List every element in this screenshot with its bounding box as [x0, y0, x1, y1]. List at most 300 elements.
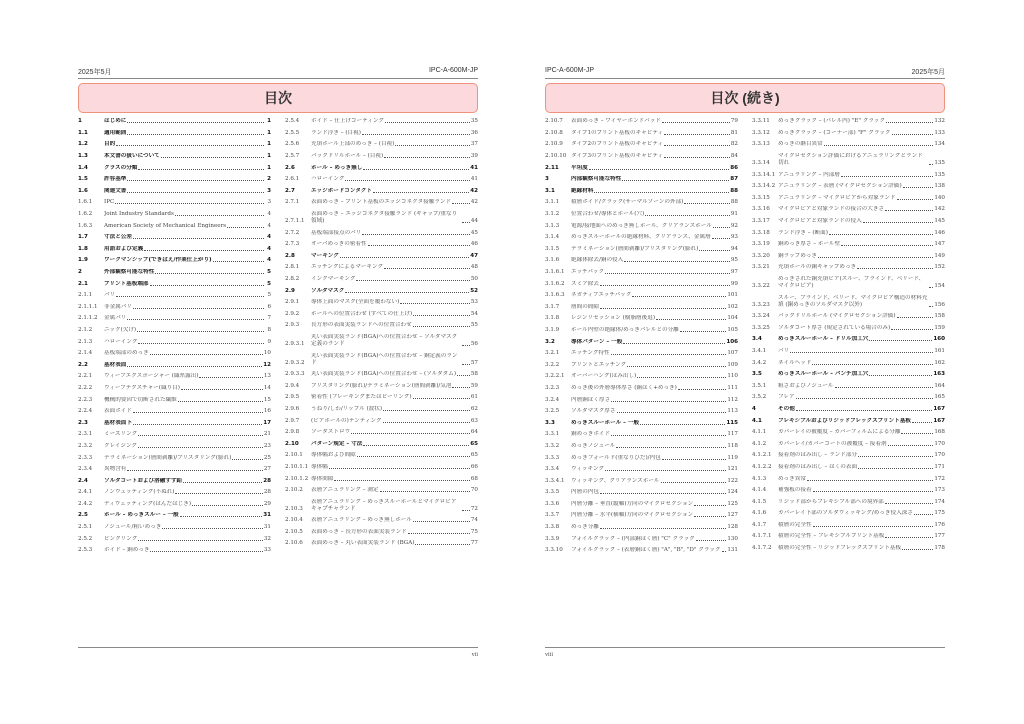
section-title-wrap [571, 420, 726, 427]
toc-entry[interactable] [78, 371, 271, 383]
section-title: 層間の間隙 [571, 303, 599, 310]
toc-entry[interactable] [752, 427, 945, 439]
section-title: エッチバック [571, 269, 605, 276]
toc-entry[interactable] [545, 162, 738, 174]
toc-entry[interactable] [78, 186, 271, 198]
section-title: アニュラリング – 表層 (マイクロセクション評価) [778, 183, 902, 190]
toc-entry[interactable] [285, 380, 478, 392]
toc-entry[interactable] [752, 262, 945, 274]
page-ref: 121 [727, 466, 738, 473]
section-title-wrap [311, 499, 471, 513]
toc-entry[interactable] [285, 427, 478, 439]
toc-entry[interactable] [285, 128, 478, 140]
toc-entry[interactable] [545, 522, 738, 534]
toc-entry[interactable] [78, 417, 271, 429]
toc-entry[interactable] [752, 323, 945, 335]
dot-leader [841, 176, 933, 177]
section-title: 表面ボイド [104, 408, 132, 415]
toc-entry[interactable] [752, 151, 945, 170]
section-title: 導体パターン – 一般 [571, 338, 623, 345]
page-ref: 107 [727, 350, 738, 357]
toc-entry[interactable] [545, 417, 738, 429]
toc-entry[interactable] [545, 139, 738, 151]
toc-entry[interactable] [545, 406, 738, 418]
dot-leader [363, 445, 469, 446]
section-title-wrap [311, 118, 471, 125]
toc-entry[interactable] [78, 151, 271, 163]
section-title: デラミネーション(層間剥離)/ブリスタリング(膨れ) [571, 245, 699, 252]
section-title-wrap [104, 501, 264, 508]
dot-leader [133, 308, 264, 309]
toc-entry[interactable] [752, 415, 945, 427]
toc-entry[interactable] [545, 302, 738, 314]
toc-entry[interactable] [752, 169, 945, 181]
toc-entry[interactable] [545, 359, 738, 371]
dot-leader [213, 261, 264, 262]
toc-entry[interactable] [752, 204, 945, 216]
toc-entry[interactable] [752, 346, 945, 358]
dot-leader [869, 375, 932, 376]
dot-leader [462, 364, 470, 365]
dot-leader [897, 317, 934, 318]
section-number: 3.4 [752, 336, 762, 343]
section-title: オーバーハング(はみ出し) [571, 373, 637, 380]
toc-entry[interactable] [752, 292, 945, 311]
toc-entry[interactable] [78, 336, 271, 348]
section-number: 3.3.19 [752, 241, 770, 248]
toc-entry[interactable] [285, 239, 478, 251]
section-title-wrap [778, 487, 934, 494]
toc-entry[interactable] [545, 313, 738, 325]
section-title: 内層分離 – 水平(横軸)方向のマイクロセクション [571, 512, 694, 519]
header-doc-id: IPC-A-600M-JP [428, 67, 478, 74]
toc-entry[interactable] [545, 151, 738, 163]
toc-entry[interactable] [545, 197, 738, 209]
toc-entry[interactable] [78, 116, 271, 128]
toc-entry[interactable] [78, 533, 271, 545]
toc-entry[interactable] [545, 487, 738, 499]
toc-entry[interactable] [545, 116, 738, 128]
toc-entry[interactable] [285, 496, 478, 515]
toc-entry[interactable] [545, 128, 738, 140]
toc-entry[interactable] [78, 302, 271, 314]
dot-leader [138, 435, 263, 436]
toc-entry[interactable] [285, 116, 478, 128]
section-title: カバーレイの被覆度 – カバーフィルムによる分離 [778, 429, 901, 436]
toc-entry[interactable] [285, 186, 478, 198]
page-ref: 117 [727, 431, 738, 438]
section-title-wrap [778, 476, 934, 483]
dot-leader [589, 169, 729, 170]
toc-entry[interactable] [752, 543, 945, 555]
section-number: 2.5.1 [78, 524, 93, 531]
page-ref: 41 [470, 164, 478, 171]
toc-entry[interactable] [545, 383, 738, 395]
toc-entry[interactable] [752, 274, 945, 293]
toc-entry[interactable] [545, 325, 738, 337]
toc-entry[interactable] [285, 139, 478, 151]
section-number: 2.1.4 [78, 350, 93, 357]
toc-entry[interactable] [78, 475, 271, 487]
toc-entry[interactable] [78, 162, 271, 174]
toc-entry[interactable] [78, 406, 271, 418]
section-title: タイプ2のプリント基板のキャビティ [571, 141, 664, 148]
section-number: 1.2 [78, 141, 88, 148]
toc-entry[interactable] [285, 162, 478, 174]
section-number: 3.1 [545, 187, 555, 194]
toc-entry[interactable] [752, 485, 945, 497]
section-number: 2.9.4 [285, 382, 300, 389]
section-title-wrap [104, 478, 263, 485]
page-ref: 1 [267, 118, 271, 125]
dot-leader [384, 268, 470, 269]
toc-entry[interactable] [78, 255, 271, 267]
section-title-wrap [311, 464, 471, 471]
section-number: 4.1.1 [752, 429, 767, 436]
page-ref: 132 [934, 118, 945, 125]
section-title: 充填ホール上部のめっき – (目視) [311, 141, 395, 148]
toc-entry[interactable] [752, 520, 945, 532]
section-number: 2.10.5 [285, 528, 303, 535]
section-number: 1.6.1 [78, 199, 93, 206]
section-title-wrap [311, 476, 471, 483]
page-ref: 128 [727, 524, 738, 531]
toc-entry[interactable] [545, 452, 738, 464]
page-ref: 81 [730, 129, 738, 136]
page-ref: 31 [263, 512, 271, 519]
section-number: 3.2.2.1 [545, 373, 565, 380]
toc-entry[interactable] [285, 297, 478, 309]
toc-entry[interactable] [545, 441, 738, 453]
dot-leader [363, 169, 469, 170]
page-ref: 82 [730, 141, 738, 148]
toc-entry[interactable] [78, 452, 271, 464]
section-title-wrap [104, 373, 264, 380]
toc-entry[interactable] [752, 181, 945, 193]
section-number: 3.3.11 [752, 118, 770, 125]
toc-entry[interactable] [285, 320, 478, 332]
toc-entry[interactable] [78, 232, 271, 244]
toc-entry[interactable] [545, 244, 738, 256]
toc-entry[interactable] [78, 128, 271, 140]
section-title-wrap [778, 230, 934, 237]
toc-entry[interactable] [752, 392, 945, 404]
section-title-wrap [571, 362, 727, 369]
page-ref: 175 [934, 510, 945, 517]
toc-entry[interactable] [285, 262, 478, 274]
toc-entry[interactable] [285, 350, 478, 369]
section-title-wrap [311, 288, 470, 295]
section-number: 1.1 [78, 129, 88, 136]
section-title-wrap [104, 118, 265, 125]
toc-entry[interactable] [285, 392, 478, 404]
toc-entry[interactable] [78, 209, 271, 221]
section-title-wrap [778, 429, 934, 436]
dot-leader [138, 343, 264, 344]
section-title: ボイド – 銅めっき [104, 547, 150, 554]
section-title-wrap [571, 443, 727, 450]
toc-entry[interactable] [285, 473, 478, 485]
toc-entry[interactable] [285, 438, 478, 450]
toc-entry[interactable] [752, 193, 945, 205]
toc-entry[interactable] [752, 251, 945, 263]
toc-entry[interactable] [752, 116, 945, 128]
dot-leader [627, 366, 726, 367]
page-ref: 102 [727, 303, 738, 310]
toc-entry[interactable] [78, 290, 271, 302]
toc-entry[interactable] [545, 475, 738, 487]
section-title: その他 [778, 405, 795, 412]
dot-leader [116, 296, 264, 297]
section-title-wrap [571, 118, 731, 125]
toc-entry[interactable] [752, 357, 945, 369]
toc-entry[interactable] [285, 151, 478, 163]
toc-entry[interactable] [752, 438, 945, 450]
dot-leader [345, 292, 469, 293]
page-ref: 171 [934, 463, 945, 470]
dot-leader [162, 528, 263, 529]
toc-entry[interactable] [545, 499, 738, 511]
toc-entry[interactable] [78, 394, 271, 406]
section-title-wrap [311, 253, 470, 260]
section-title-wrap [778, 183, 934, 190]
toc-entry[interactable] [78, 441, 271, 453]
section-title: (ビアホールの)テンティング [311, 417, 382, 424]
page-ref: 86 [730, 164, 738, 171]
dot-leader [457, 375, 470, 376]
section-title: プリントとエッチング [571, 361, 627, 368]
toc-entry[interactable] [752, 239, 945, 251]
toc-entry[interactable] [78, 383, 271, 395]
dot-leader [127, 180, 264, 181]
section-number: 3.3.4.1 [545, 477, 565, 484]
toc-entry[interactable] [285, 174, 478, 186]
toc-entry[interactable] [285, 369, 478, 381]
toc-entry[interactable] [752, 139, 945, 151]
toc-entry[interactable] [285, 527, 478, 539]
toc-entry[interactable] [78, 545, 271, 557]
page-ref: 127 [727, 512, 738, 519]
section-title-wrap [311, 299, 471, 306]
section-number: 1.9 [78, 257, 88, 264]
toc-entry[interactable] [545, 255, 738, 267]
page-ref: 4 [267, 245, 271, 252]
toc-entry[interactable] [285, 227, 478, 239]
toc-entry[interactable] [78, 359, 271, 371]
section-title: 本文書の扱いについて [104, 153, 160, 160]
toc-entry[interactable] [78, 197, 271, 209]
toc-entry[interactable] [285, 251, 478, 263]
toc-entry[interactable] [78, 487, 271, 499]
toc-entry[interactable] [545, 510, 738, 522]
page-ref: 4 [267, 257, 271, 264]
section-title: めっき分離 [571, 524, 599, 531]
page-ref: 119 [727, 454, 738, 461]
toc-entry[interactable] [545, 174, 738, 186]
toc-entry[interactable] [545, 186, 738, 198]
section-title-wrap [104, 420, 263, 427]
toc-entry[interactable] [78, 348, 271, 360]
section-title-wrap [311, 383, 471, 390]
toc-entry[interactable] [78, 499, 271, 511]
section-title-wrap [778, 418, 933, 425]
toc-entry[interactable] [545, 429, 738, 441]
section-number: 2.10.10 [545, 153, 567, 160]
toc-entry[interactable] [285, 274, 478, 286]
section-number: 3.1.6.3 [545, 292, 565, 299]
toc-entry[interactable] [78, 510, 271, 522]
section-title: 表面めっき – 丸い表面実装ランド (BGA) [311, 540, 415, 547]
section-title: めっきフォールド(重なりひだ)/内包 [571, 454, 661, 461]
toc-entry[interactable] [545, 394, 738, 406]
toc-entry[interactable] [285, 209, 478, 228]
dot-leader [413, 398, 470, 399]
toc-entry[interactable] [545, 209, 738, 221]
section-title: 内層の内包 [571, 489, 599, 496]
dot-leader [356, 280, 469, 281]
section-title-wrap [778, 464, 934, 471]
section-title: 丸い表面実装ランド(BGA)への位置合わせ – 銅定義のランド [311, 352, 458, 366]
toc-entry[interactable] [545, 348, 738, 360]
toc-entry[interactable] [285, 450, 478, 462]
section-number: 4 [752, 405, 756, 412]
toc-entry[interactable] [285, 309, 478, 321]
toc-entry[interactable] [285, 485, 478, 497]
toc-entry[interactable] [752, 531, 945, 543]
toc-entry[interactable] [752, 462, 945, 474]
section-title-wrap [778, 153, 934, 167]
dot-leader [395, 145, 470, 146]
dot-leader [699, 250, 729, 251]
section-number: 2.9.7 [285, 417, 300, 424]
dot-leader [662, 459, 727, 460]
page-ref: 156 [934, 301, 945, 308]
toc-entry[interactable] [752, 473, 945, 485]
toc-entry[interactable] [545, 267, 738, 279]
section-title: めっきスルーホール – パンチ加工穴 [778, 371, 869, 378]
section-title-wrap [778, 241, 934, 248]
toc-entry[interactable] [78, 139, 271, 151]
section-number: 3.3.10 [545, 547, 563, 554]
dot-leader [183, 482, 262, 483]
section-title: 関連文書 [104, 187, 127, 194]
toc-entry[interactable] [78, 325, 271, 337]
section-number: 2.10.4 [285, 517, 303, 524]
toc-entry[interactable] [545, 464, 738, 476]
toc-entry[interactable] [545, 371, 738, 383]
toc-entry[interactable] [752, 334, 945, 346]
section-title-wrap [778, 383, 934, 390]
section-number: 2.5 [78, 512, 88, 519]
section-title-wrap [571, 385, 727, 392]
toc-entry[interactable] [78, 220, 271, 232]
toc-entry[interactable] [78, 174, 271, 186]
toc-entry[interactable] [78, 278, 271, 290]
toc-entry[interactable] [545, 220, 738, 232]
section-number: 3.3 [545, 419, 555, 426]
page-ref: 97 [730, 269, 738, 276]
toc-entry[interactable] [78, 429, 271, 441]
toc-entry[interactable] [752, 128, 945, 140]
toc-entry[interactable] [752, 404, 945, 416]
section-title-wrap [104, 141, 265, 148]
dot-leader [611, 435, 726, 436]
toc-entry[interactable] [545, 278, 738, 290]
toc-entry[interactable] [285, 285, 478, 297]
toc-entry[interactable] [78, 522, 271, 534]
section-title: クレイジング [104, 442, 138, 449]
page-ref: 91 [730, 211, 738, 218]
section-title-wrap [104, 547, 264, 554]
section-title-wrap [311, 141, 471, 148]
page-ref: 167 [933, 417, 945, 424]
toc-entry[interactable] [285, 404, 478, 416]
dot-leader [133, 238, 264, 239]
section-title: 内層銅はく厚さ [571, 396, 611, 403]
toc-entry[interactable] [752, 216, 945, 228]
dot-leader [138, 540, 263, 541]
section-title: 金属バリ [104, 315, 127, 322]
page-ref: 31 [263, 524, 271, 531]
toc-entry[interactable] [752, 227, 945, 239]
section-title: めっきスルーホール – 一般 [571, 419, 640, 426]
section-title-wrap [778, 313, 934, 320]
toc-entry[interactable] [285, 538, 478, 550]
section-title: めっきされた銅充填ビア(スルー、ブラインド、ベリード、マイクロビア) [778, 276, 925, 290]
dot-leader [807, 480, 933, 481]
page-ref: 140 [934, 194, 945, 201]
page-ref: 161 [934, 347, 945, 354]
page-ref: 14 [263, 384, 271, 391]
section-title: タイプ1のプリント基板のキャビティ [571, 129, 664, 136]
dot-leader [616, 447, 726, 448]
dot-leader [600, 528, 726, 529]
dot-leader [835, 387, 934, 388]
toc-entry[interactable] [78, 313, 271, 325]
toc-entry[interactable] [545, 545, 738, 557]
toc-entry[interactable] [285, 197, 478, 209]
section-title: ウィーブエクスポージャー (織糸露出) [104, 373, 199, 380]
toc-entry[interactable] [285, 515, 478, 527]
section-title: 適用範囲 [104, 129, 127, 136]
section-title-wrap [311, 264, 471, 271]
toc-entry[interactable] [752, 369, 945, 381]
toc-entry[interactable] [78, 267, 271, 279]
section-number: 3.1.1 [545, 199, 560, 206]
toc-entry[interactable] [545, 290, 738, 302]
section-number: 3.2.3 [545, 384, 560, 391]
toc-entry[interactable] [78, 244, 271, 256]
section-number: 3.1.2 [545, 211, 560, 218]
toc-entry[interactable] [752, 508, 945, 520]
toc-entry[interactable] [752, 450, 945, 462]
toc-entry[interactable] [545, 533, 738, 545]
section-number: 2.1 [78, 280, 88, 287]
page-ref: 170 [934, 440, 945, 447]
section-title-wrap [571, 536, 727, 543]
toc-entry[interactable] [285, 415, 478, 427]
toc-entry[interactable] [78, 464, 271, 476]
toc-entry[interactable] [285, 332, 478, 351]
toc-entry[interactable] [752, 496, 945, 508]
toc-entry[interactable] [285, 462, 478, 474]
dot-leader [912, 422, 932, 423]
toc-entry[interactable] [545, 232, 738, 244]
toc-entry[interactable] [752, 311, 945, 323]
toc-entry[interactable] [752, 380, 945, 392]
section-title-wrap [778, 360, 934, 367]
toc-entry[interactable] [545, 336, 738, 348]
